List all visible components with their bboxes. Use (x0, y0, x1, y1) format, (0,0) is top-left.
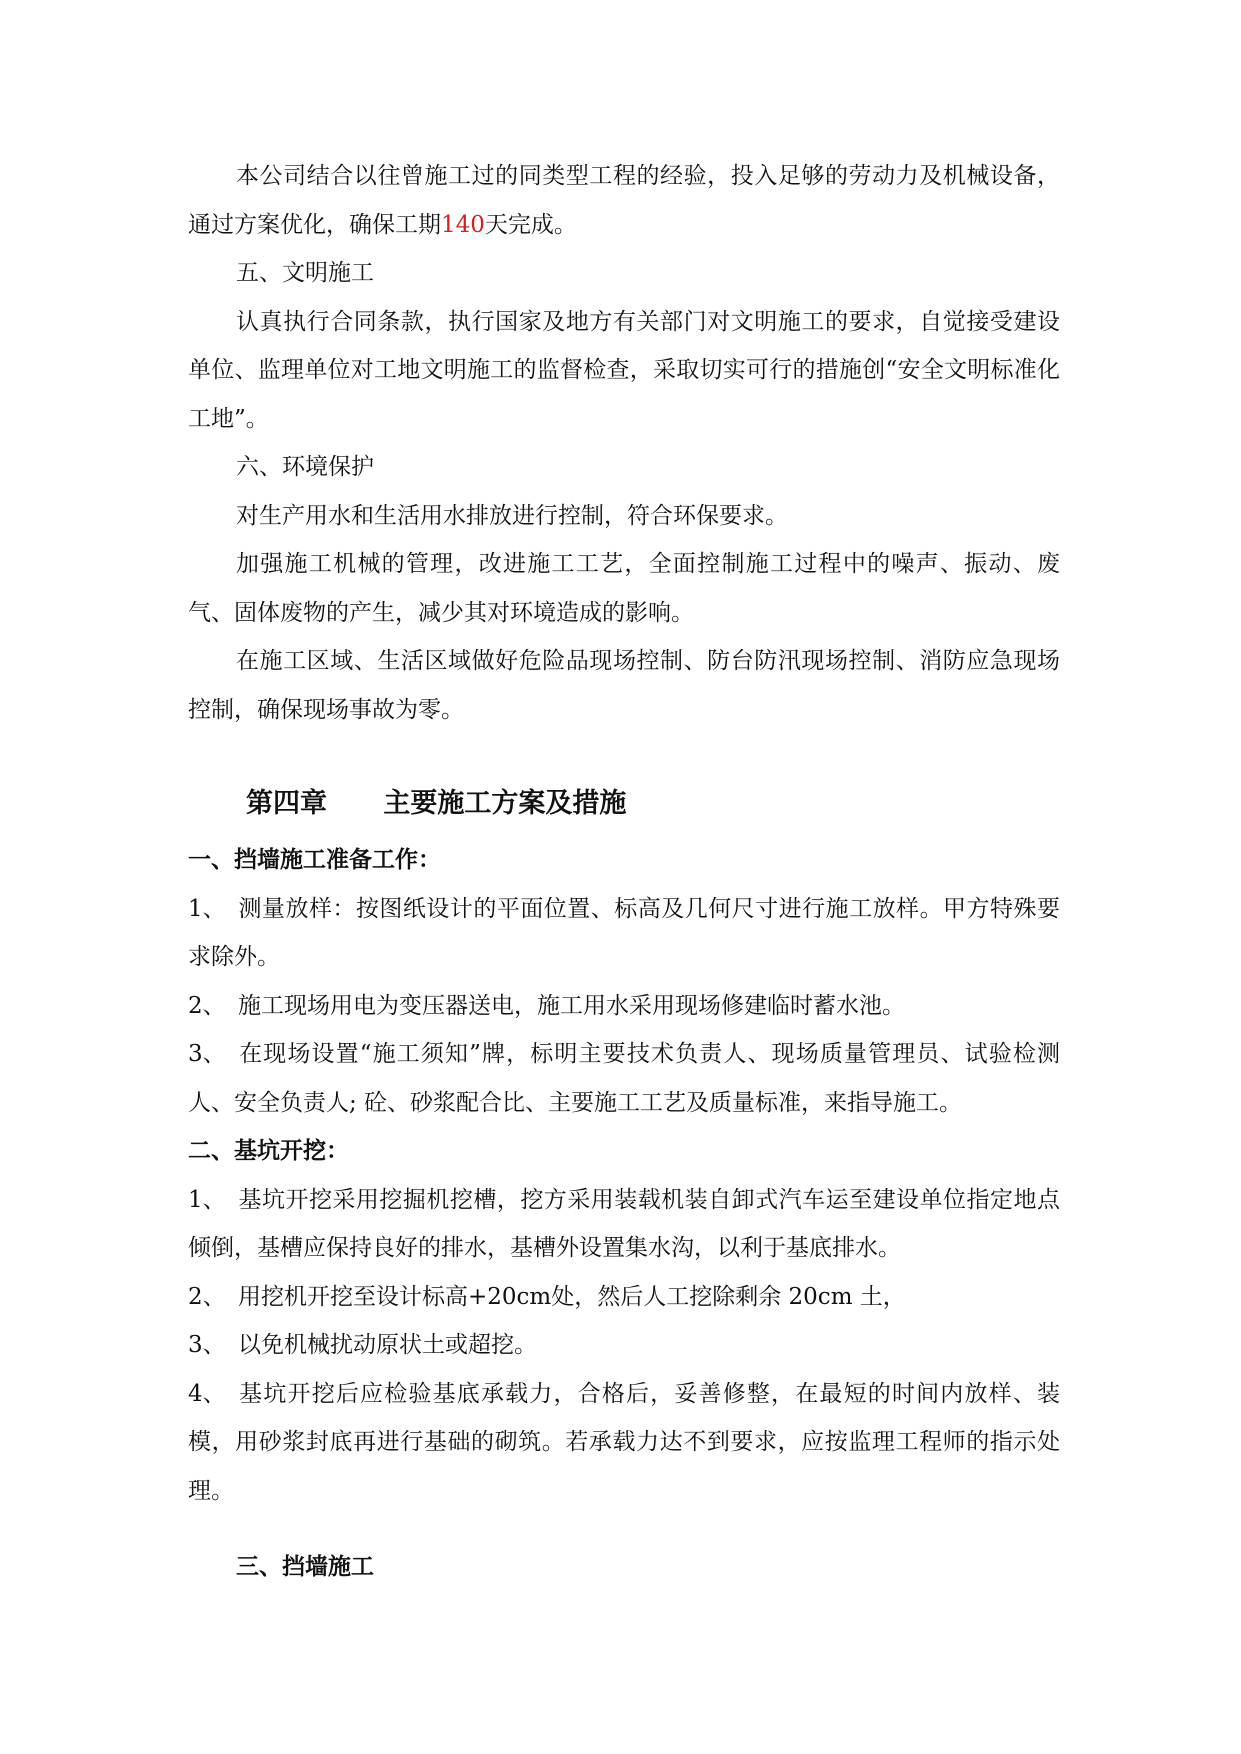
schedule-text-before: 本公司结合以往曾施工过的同类型工程的经验，投入足够的劳动力及机械设备，通过方案优化，确保工期 (188, 163, 1060, 238)
schedule-text-after: 天完成。 (484, 211, 577, 238)
section-6-paragraph-3: 在施工区域、生活区域做好危险品现场控制、防台防汛现场控制、消防应急现场控制，确保现场事故为零。 (188, 648, 1060, 723)
paragraph-schedule (188, 152, 1060, 249)
section-6-paragraph-2: 加强施工机械的管理，改进施工工艺，全面控制施工过程中的噪声、振动、废气、固体废物的产生，减少其对环境造成的影响。 (188, 551, 1060, 626)
list-item-text: 施工现场用电为变压器送电，施工用水采用现场修建临时蓄水池。 (238, 992, 905, 1019)
list-item-number: 3、 (188, 1041, 226, 1067)
section-6-paragraph-1: 对生产用水和生活用水排放进行控制，符合环保要求。 (236, 502, 788, 529)
list-item-number: 1、 (188, 895, 226, 922)
section-5-heading: 五、文明施工 (236, 260, 374, 286)
chapter-4-title: 第四章 主要施工方案及措施 (246, 788, 627, 819)
list-item (188, 1370, 1060, 1516)
list-item-text: 基坑开挖后应检验基底承载力，合格后，妥善修整，在最短的时间内放样、装模，用砂浆封底再进行基础的砌筑。若承载力达不到要求，应按监理工程师的指示处理。 (188, 1380, 1060, 1504)
section-6-heading: 六、环境保护 (236, 454, 374, 480)
list-item-text: 测量放样：按图纸设计的平面位置、标高及几何尺寸进行施工放样。甲方特殊要求除外。 (188, 895, 1060, 970)
page-content (188, 152, 1060, 1615)
list-item-number: 1、 (188, 1186, 226, 1213)
list-item (188, 885, 1060, 982)
schedule-days-value: 140 (441, 211, 485, 238)
list-item-text: 用挖机开挖至设计标高+20cm处，然后人工挖除剩余 20cm 土， (238, 1283, 906, 1310)
list-item (188, 1176, 1060, 1273)
chapter-4-section-2-heading: 二、基坑开挖： (188, 1137, 349, 1164)
list-item (188, 1030, 1060, 1127)
list-item (188, 1273, 1060, 1322)
list-item-number: 3、 (188, 1332, 226, 1358)
list-item (188, 982, 1060, 1031)
list-item-text: 以免机械扰动原状土或超挖。 (238, 1332, 537, 1358)
list-item-number: 2、 (188, 992, 226, 1019)
chapter-4-section-1-heading: 一、挡墙施工准备工作： (188, 846, 441, 873)
list-item-number: 2、 (188, 1283, 226, 1310)
chapter-4-section-3-heading: 三、挡墙施工 (236, 1553, 374, 1580)
list-item (188, 1321, 1060, 1370)
list-item-number: 4、 (188, 1380, 226, 1407)
list-item-text: 基坑开挖采用挖掘机挖槽，挖方采用装载机装自卸式汽车运至建设单位指定地点倾倒，基槽应保持良好的排水，基槽外设置集水沟，以利于基底排水。 (188, 1186, 1060, 1261)
section-5-paragraph: 认真执行合同条款，执行国家及地方有关部门对文明施工的要求，自觉接受建设单位、监理单位对工地文明施工的监督检查，采取切实可行的措施创“安全文明标准化工地”。 (188, 308, 1060, 432)
list-item-text: 在现场设置“施工须知”牌，标明主要技术负责人、现场质量管理员、试验检测人、安全负责人; 砼、砂浆配合比、主要施工工艺及质量标准，来指导施工。 (188, 1041, 1060, 1116)
